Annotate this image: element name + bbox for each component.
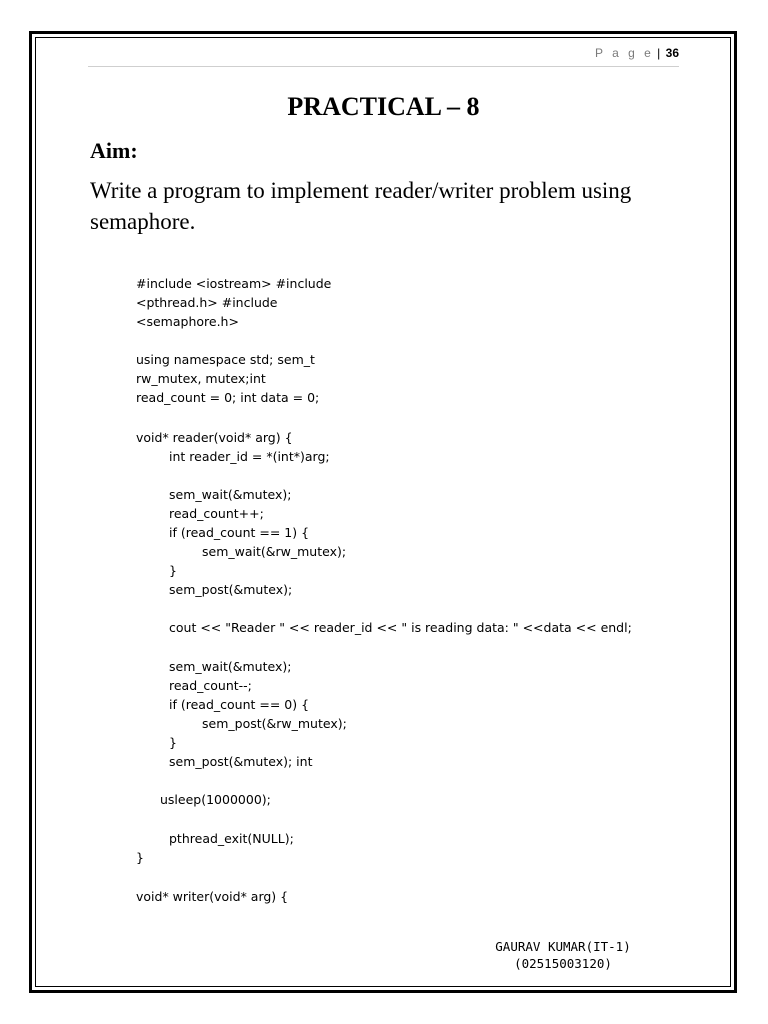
page-header: [88, 46, 679, 67]
footer: [478, 938, 648, 972]
code-line: rw_mutex, mutex;int: [136, 371, 266, 386]
code-line: }: [169, 563, 177, 578]
aim-label: Aim:: [90, 138, 138, 163]
code-line: void* reader(void* arg) {: [136, 430, 293, 445]
code-line: sem_wait(&mutex);: [169, 659, 292, 674]
code-line: read_count--;: [169, 678, 252, 693]
code-line: sem_post(&mutex);: [169, 582, 293, 597]
code-line: pthread_exit(NULL);: [169, 831, 294, 846]
code-line: <semaphore.h>: [136, 314, 239, 329]
page-label: P a g e: [595, 46, 654, 60]
code-line: sem_post(&rw_mutex);: [202, 716, 347, 731]
code-line: usleep(1000000);: [160, 792, 271, 807]
author-name: GAURAV KUMAR(IT-1): [495, 939, 631, 954]
code-line: sem_wait(&rw_mutex);: [202, 544, 347, 559]
page-number: 36: [665, 46, 679, 60]
aim-text: Write a program to implement reader/writer problem using semaphore.: [90, 178, 632, 234]
author-id: (02515003120): [514, 956, 612, 971]
code-line: using namespace std; sem_t: [136, 352, 315, 367]
code-line: int reader_id = *(int*)arg;: [169, 449, 330, 464]
code-line: }: [169, 735, 177, 750]
code-line: read_count++;: [169, 506, 264, 521]
code-line: #include <iostream> #include: [136, 276, 332, 291]
code-line: void* writer(void* arg) {: [136, 889, 289, 904]
code-line: sem_wait(&mutex);: [169, 487, 292, 502]
code-line: sem_post(&mutex); int: [169, 754, 313, 769]
code-line: }: [136, 850, 144, 865]
code-line: <pthread.h> #include: [136, 295, 278, 310]
code-line: if (read_count == 1) {: [169, 525, 310, 540]
code-line: if (read_count == 0) {: [169, 697, 310, 712]
code-line: read_count = 0; int data = 0;: [136, 390, 320, 405]
page-separator: |: [657, 46, 661, 60]
practical-title: PRACTICAL – 8: [287, 92, 480, 121]
code-line: cout << "Reader " << reader_id << " is reading data: " <<data << endl;: [169, 620, 632, 635]
